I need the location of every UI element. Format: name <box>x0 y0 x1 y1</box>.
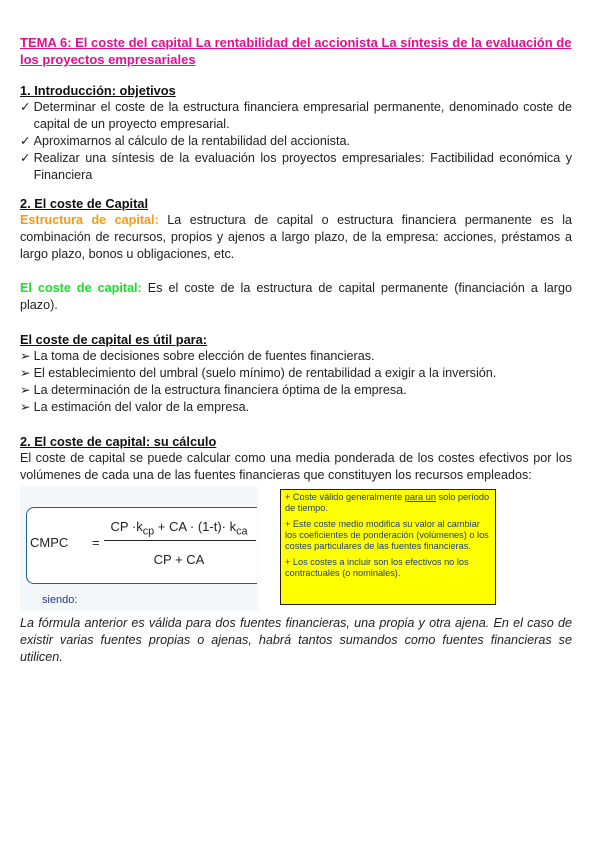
objective-text: Determinar el coste de la estructura financiera empresarial permanente, denominado coste de capital de un proyecto empresarial. <box>33 100 572 131</box>
utility-text: El establecimiento del umbral (suelo mínimo) de rentabilidad a exigir a la inversión. <box>33 366 497 380</box>
note-line-3: + Los costes a incluir son los efectivos no los contractuales (o nominales). <box>285 557 469 578</box>
definition-text: Es el coste de la estructura de capital permanente (financiación a largo plazo). <box>20 281 572 312</box>
term-estructura-capital: Estructura de capital: <box>20 213 159 227</box>
term-coste-capital: El coste de capital: <box>20 281 142 295</box>
note-line-1: + Coste válido generalmente para un solo período de tiempo. <box>285 492 490 513</box>
definition-estructura <box>20 212 572 263</box>
utility-item <box>20 365 572 382</box>
check-icon: ✓ <box>20 134 31 148</box>
page-title: TEMA 6: El coste del capital La rentabilidad del accionista La síntesis de la evaluación de los proyectos empresariales <box>20 35 572 67</box>
utility-item <box>20 348 572 365</box>
document-content <box>20 34 572 666</box>
section-heading-utilidad: El coste de capital es útil para: <box>20 332 208 347</box>
objective-item <box>20 133 572 150</box>
utility-item <box>20 382 572 399</box>
utility-item <box>20 399 572 416</box>
definition-coste-capital <box>20 280 572 314</box>
objective-item <box>20 99 572 133</box>
definition-text: La estructura de capital o estructura financiera permanente es la combinación de recursos, propios y ajenos a largo plazo, de la empresa: acciones, préstamos a largo plazo, bonos u obligaciones, etc. <box>20 213 573 261</box>
note-line-2: + Este coste medio modifica su valor al cambiar los coeficientes de ponderación (volúmenes) o los costes particulares de las fuentes financieras. <box>285 519 489 551</box>
section-heading-intro: 1. Introducción: objetivos <box>20 83 176 98</box>
objective-text: Realizar una síntesis de la evaluación los proyectos empresariales: Factibilidad económica y Financiera <box>33 151 572 182</box>
formula-label: CMPC <box>30 535 69 550</box>
utility-text: La determinación de la estructura financiera óptima de la empresa. <box>33 383 407 397</box>
objective-text: Aproximarnos al cálculo de la rentabilidad del accionista. <box>33 134 350 148</box>
closing-paragraph: La fórmula anterior es válida para dos fuentes financieras, una propia y otra ajena. En el caso de existir varias fuentes propias o ajenas, habrá tantos sumandos como fuentes financieras se utilicen. <box>20 616 572 664</box>
formula-figure <box>20 486 572 611</box>
utility-text: La estimación del valor de la empresa. <box>33 400 250 414</box>
arrow-bullet-icon: ➢ <box>20 349 31 363</box>
check-icon: ✓ <box>20 151 31 165</box>
section-heading-coste-capital: 2. El coste de Capital <box>20 196 149 211</box>
arrow-bullet-icon: ➢ <box>20 366 31 380</box>
check-icon: ✓ <box>20 100 31 114</box>
calculo-intro: El coste de capital se puede calcular como una media ponderada de los costes efectivos por los volúmenes de cada una de las fuentes financieras que constituyen los recursos empleados: <box>20 451 572 482</box>
fraction-bar <box>104 540 256 541</box>
formula-panel <box>20 486 258 611</box>
formula-note-box <box>280 489 496 605</box>
formula-siendo: siendo: <box>42 594 78 606</box>
utility-text: La toma de decisiones sobre elección de fuentes financieras. <box>33 349 375 363</box>
objective-item <box>20 150 572 184</box>
section-heading-calculo: 2. El coste de capital: su cálculo <box>20 434 217 449</box>
formula-equals: = <box>92 535 100 550</box>
formula-denominator: CP + CA <box>153 552 205 567</box>
arrow-bullet-icon: ➢ <box>20 383 31 397</box>
arrow-bullet-icon: ➢ <box>20 400 31 414</box>
formula-numerator: CP $\cdot k_{cp}$ + CA · $(1-t)\cdot k_{ca}$ <box>110 519 248 538</box>
